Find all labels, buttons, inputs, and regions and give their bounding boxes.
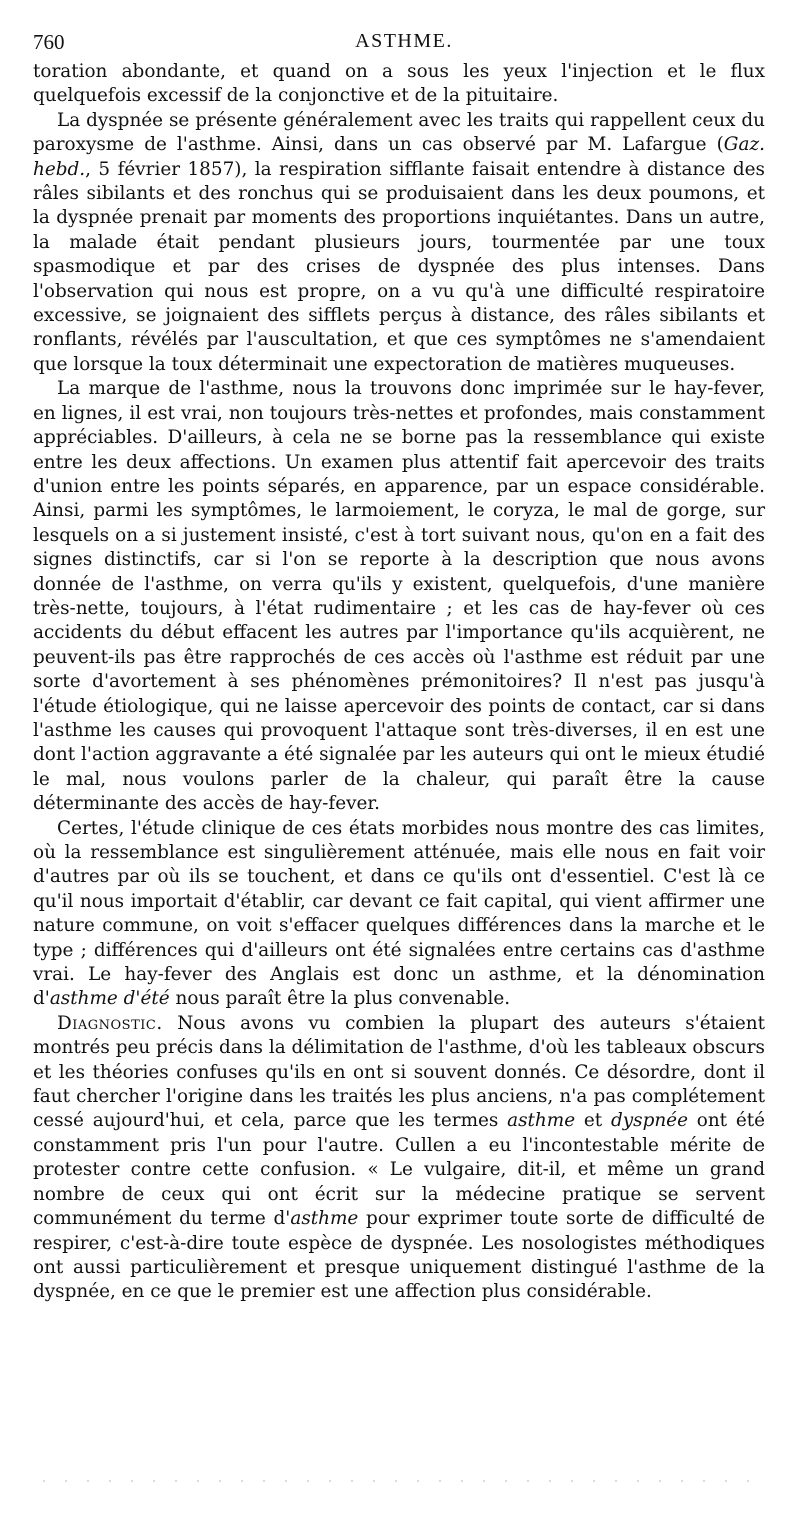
paragraph-text: La marque de l'asthme, nous la trouvons donc imprimée sur le hay-fever, en lignes, il est vrai, non toujours très-nettes et profondes, mais constamment appréciables. D'ailleurs, à cela ne se borne pas la ressemblance qui existe entre les deux affections. Un examen plus attentif fait apercevoir des traits d'union entre les points séparés, en apparence, par un espace considérable. Ainsi, parmi les symptômes, le larmoiement, le coryza, le mal de gorge, sur lesquels on a si justement insisté, c'est à tort suivant nous, qu'on en a fait des signes distinctifs, car si l'on se reporte à la description que nous avons donnée de l'asthme, on verra qu'ils y existent, quelquefois, d'une manière très-nette, toujours, à l'état rudimentaire ; et les cas de hay-fever où ces accidents du début effacent les autres par l'importance qu'ils acquièrent, ne peuvent-ils pas être rapprochés de ces accès où l'asthme est réduit par une sorte d'avortement à ses phénomènes prémonitoires? Il n'est pas jusqu'à l'étude étiologique, qui ne laisse apercevoir des points de contact, car si dans l'asthme les causes qui provoquent l'attaque sont très-diverses, il en est une dont l'action aggravante a été signalée par les auteurs qui ont le mieux étudié le mal, nous voulons parler de la chaleur, qui paraît être la cause déterminante des accès de hay-fever. [33, 378, 765, 815]
page-number: 760 [33, 30, 65, 54]
paragraph-text: La dyspnée se présente généralement avec les traits qui rappellent ceux du paroxysme de l'asthme. Ainsi, dans un cas observé par M. Lafargue ( [33, 109, 765, 156]
paragraph-text: nous paraît être la plus convenable. [169, 988, 511, 1010]
paragraph-text: Certes, l'étude clinique de ces états morbides nous montre des cas limites, où la ressemblance est singulièrement atténuée, mais elle nous en fait voir d'autres par où ils se touchent, et dans ce qu'ils ont d'essentiel. C'est là ce qu'il nous importait d'établir, car devant ce fait capital, qui vient affirmer une nature commune, on voit s'effacer quelques différences dans la marche et le type ; différences qui d'ailleurs ont été signalées entre certains cas d'asthme vrai. Le hay-fever des Anglais est donc un asthme, et la dénomination d' [33, 817, 765, 1010]
paragraph-text: ont été constamment pris l'un pour l'autre. Cullen a eu l'incontestable mérite de protester contre cette confusion. « Le vulgaire, dit-il, et même un grand nombre de ceux qui ont écrit sur la médecine pratique se servent communément du terme d' [33, 1110, 766, 1230]
paragraph-text: et [575, 1110, 611, 1132]
paragraph-asthma-mark [33, 377, 765, 816]
bleed-through-marks [33, 1478, 765, 1484]
section-heading: Diagnostic. [57, 1012, 163, 1034]
paragraph-dyspnea [33, 109, 765, 377]
paragraph-text: toration abondante, et quand on a sous les yeux l'injection et le flux quelquefois excessif de la conjonctive et de la pituitaire. [33, 61, 765, 107]
citation-reference: Gaz. hebd. [33, 134, 765, 180]
emphasis-term: asthme [507, 1110, 576, 1132]
emphasis-term: asthme [290, 1208, 359, 1230]
page [33, 30, 765, 1305]
paragraph-diagnostic [33, 1012, 765, 1305]
running-header [33, 30, 765, 60]
running-title: ASTHME. [355, 30, 453, 52]
paragraph-clinical-study [33, 817, 765, 1012]
paragraph-text: pour exprimer toute sorte de difficulté de respirer, c'est-à-dire toute espèce de dyspnée. Les nosologistes méthodiques ont aussi particulièrement et presque uniquement distingué l'asthme de la dyspnée, en ce que le premier est une affection plus considérable. [33, 1208, 765, 1303]
paragraph-text: Nous avons vu combien la plupart des auteurs s'étaient montrés peu précis dans la délimitation de l'asthme, d'où les tableaux obscurs et les théories confuses qu'ils en ont si souvent donnés. Ce désordre, dont il faut chercher l'origine dans les traités les plus anciens, n'a pas complétement cessé aujourd'hui, et cela, parce que les termes [33, 1012, 765, 1132]
emphasis-term: dyspnée [610, 1110, 688, 1132]
paragraph-text: , 5 février 1857), la respiration sifflante faisait entendre à distance des râles sibilants et des ronchus qui se produisaient dans les deux poumons, et la dyspnée prenait par moments des proportions inquiétantes. Dans un autre, la malade était pendant plusieurs jours, tourmentée par une toux spasmodique et par des crises de dyspnée des plus intenses. Dans l'observation qui nous est propre, on a vu qu'à une difficulté respiratoire excessive, se joignaient des sifflets perçus à distance, des râles sibilants et ronflants, révélés par l'auscultation, et que ces symptômes ne s'amendaient que lorsque la toux déterminait une expectoration de matières muqueuses. [33, 158, 765, 375]
paragraph-continuation [33, 60, 765, 109]
body-text [33, 60, 765, 1305]
emphasis-term: asthme d'été [49, 988, 170, 1010]
